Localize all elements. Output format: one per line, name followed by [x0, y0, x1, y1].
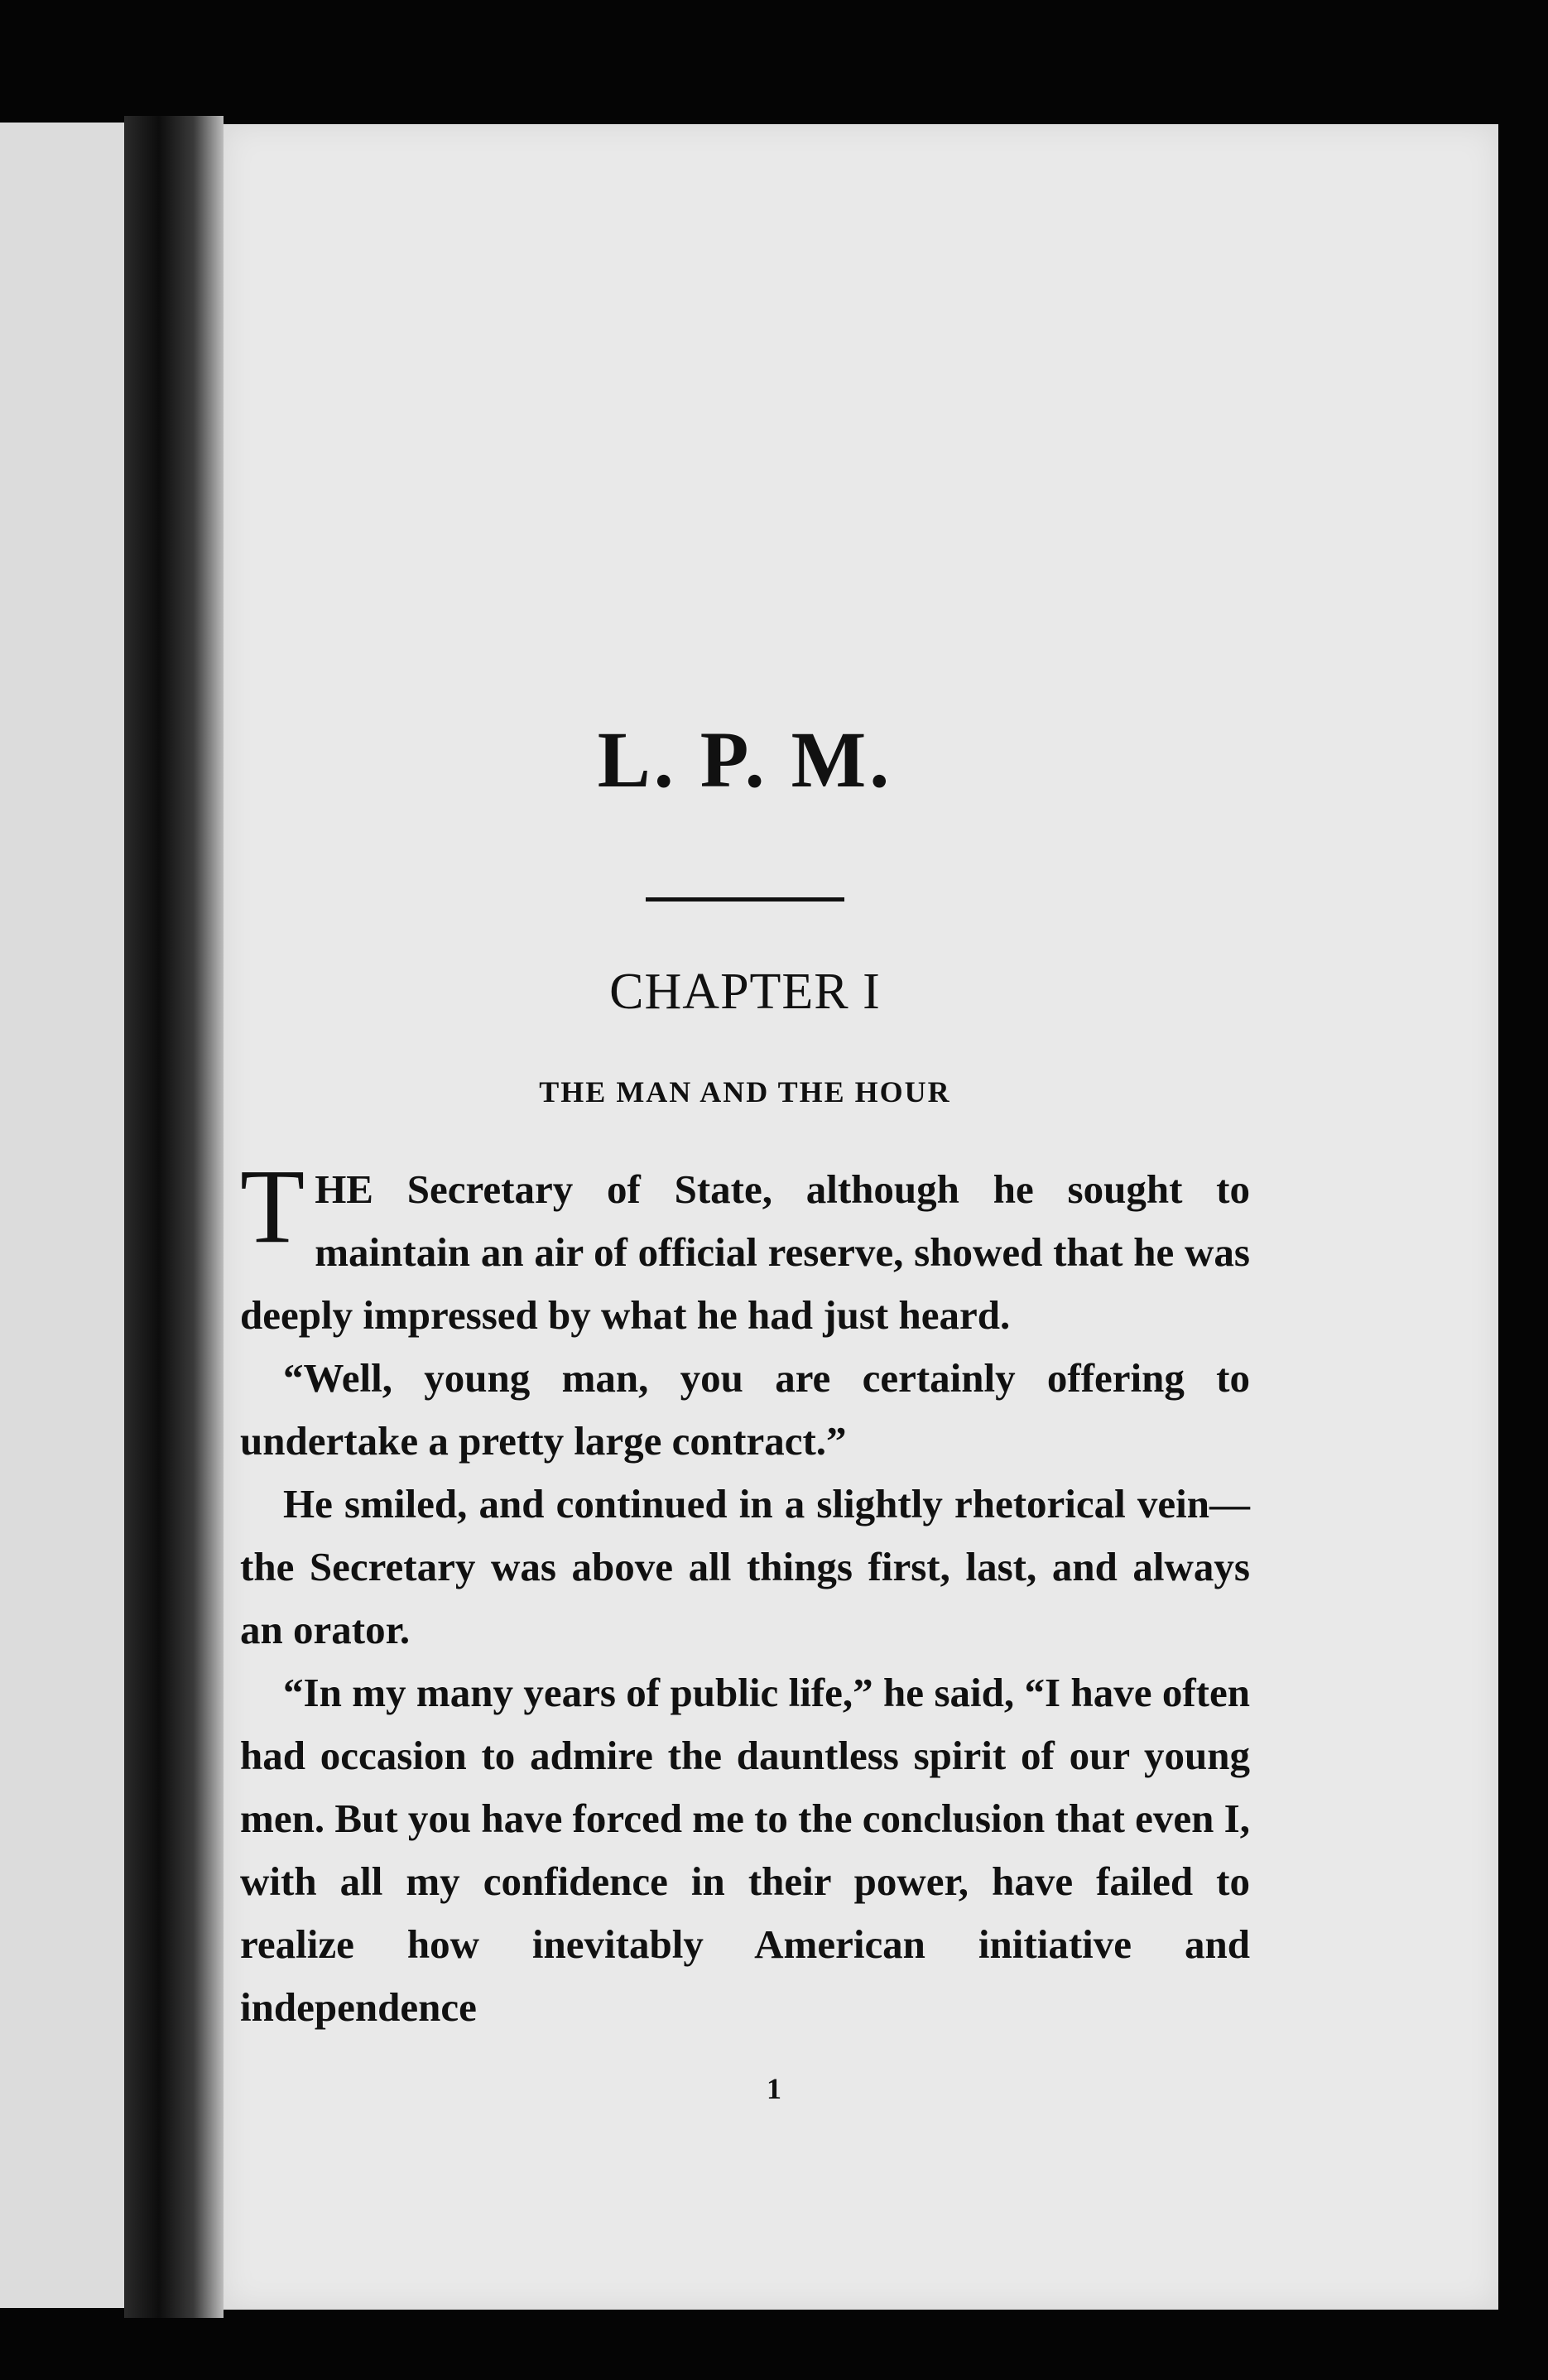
- paragraph-1: [240, 1147, 1250, 1347]
- book-gutter: [124, 116, 224, 2318]
- chapter-heading: CHAPTER I: [609, 964, 881, 1020]
- title-rule: [646, 897, 844, 902]
- page-text-block: [240, 715, 1250, 2039]
- page-number: 1: [767, 2072, 781, 2105]
- body-text: [240, 1147, 1250, 2039]
- left-page-edge: [0, 123, 124, 2308]
- paragraph-2: “Well, young man, you are certainly offering to undertake a pretty large contract.”: [240, 1355, 1250, 1464]
- paragraph-1-text: HE Secretary of State, although he sought to maintain an air of official reserve, showed that he was deeply impressed by what he had just heard.: [240, 1166, 1250, 1338]
- chapter-subtitle: THE MAN AND THE HOUR: [539, 1075, 951, 1108]
- paragraph-3: He smiled, and continued in a slightly rhetorical vein—the Secretary was above all things first, last, and always an orator.: [240, 1481, 1250, 1652]
- book-title: L. P. M.: [597, 715, 893, 804]
- drop-cap-initial: T: [240, 1147, 305, 1265]
- paragraph-4: “In my many years of public life,” he said, “I have often had occasion to admire the dauntless spirit of our young men. But you have forced me to the conclusion that even I, with all my confidence in their power, have failed to realize how inevitably American initiative and independence: [240, 1670, 1250, 2030]
